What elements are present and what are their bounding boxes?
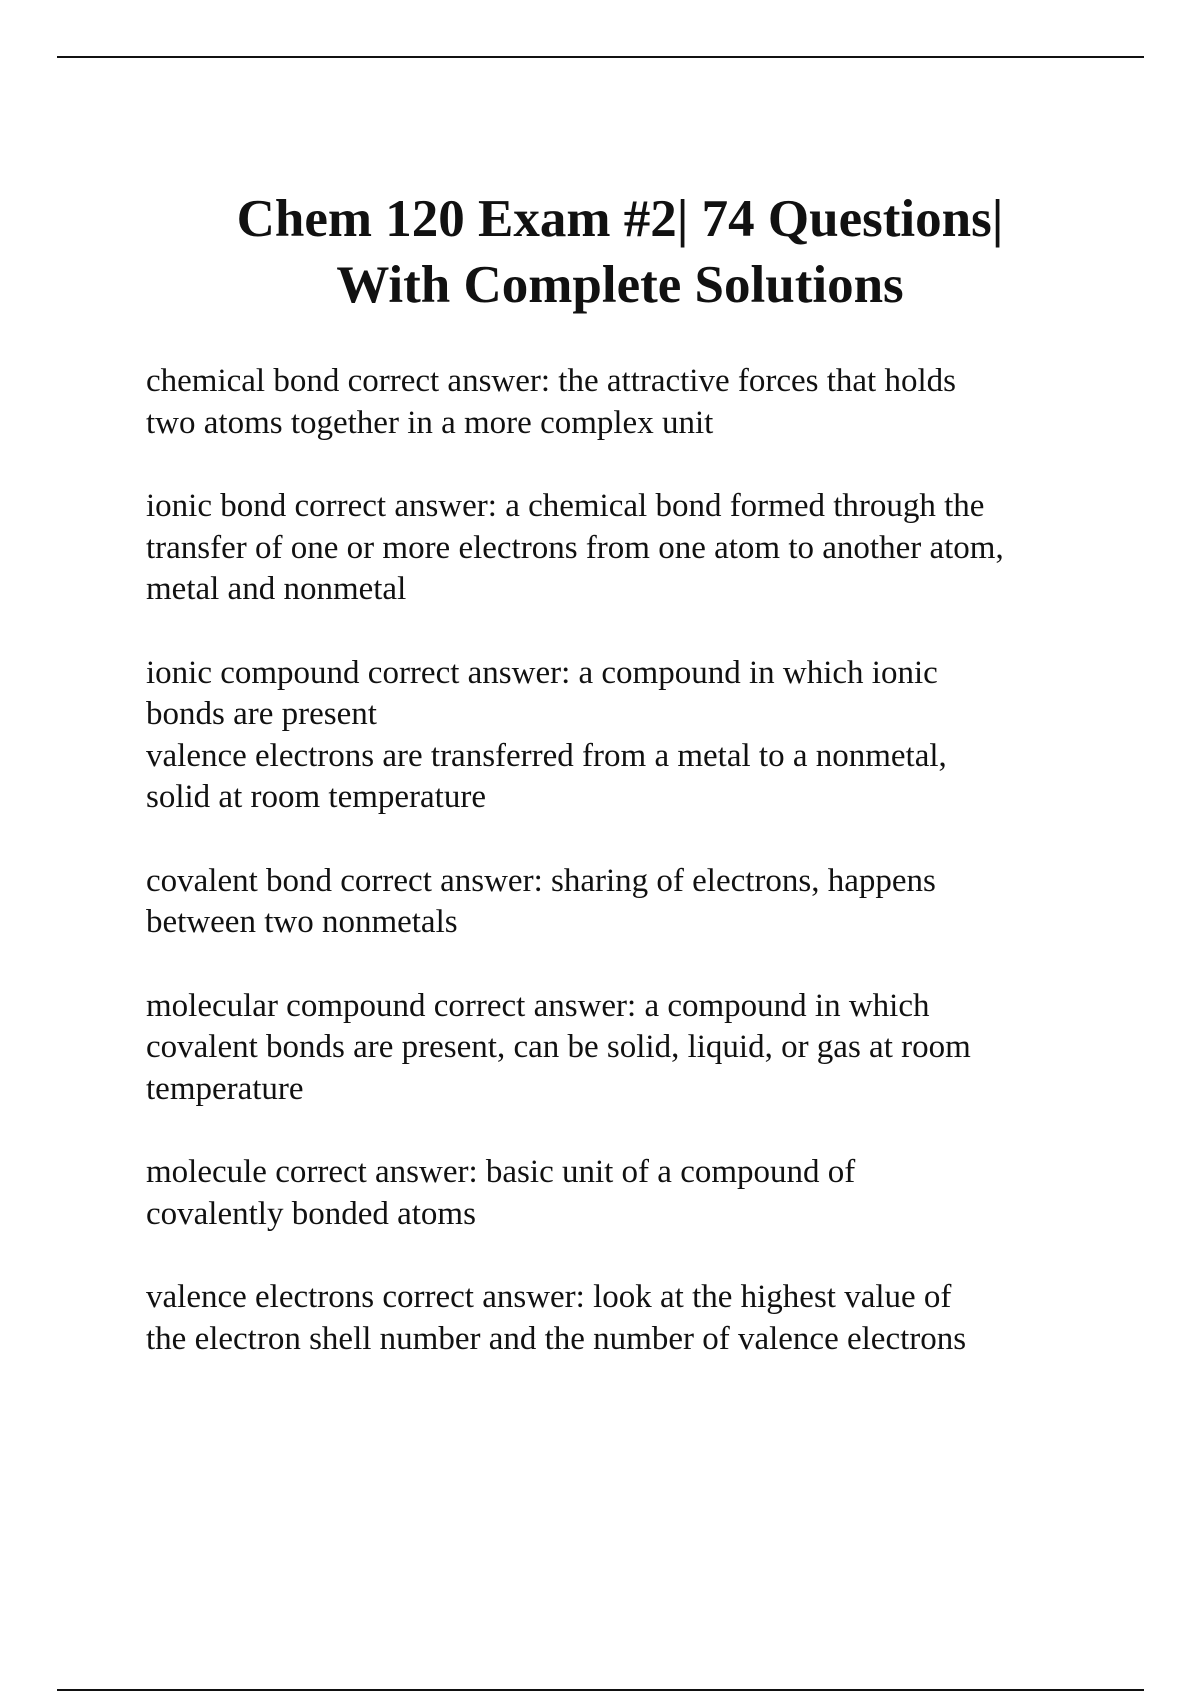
qa-entry-valence-electrons [146, 1277, 1146, 1360]
qa-entry-molecule [146, 1152, 1146, 1235]
page-title [120, 186, 1120, 318]
qa-line: valence electrons are transferred from a metal to a nonmetal, [146, 737, 947, 774]
qa-line: temperature [146, 1070, 304, 1107]
qa-line: covalent bonds are present, can be solid, liquid, or gas at room [146, 1029, 971, 1065]
qa-list [146, 361, 1146, 1402]
title-line: Chem 120 Exam #2| 74 Questions| [236, 190, 1004, 248]
footer-rule [57, 1689, 1144, 1691]
qa-line: ionic compound correct answer: a compound in which ionic [146, 654, 938, 691]
qa-line: metal and nonmetal [146, 571, 407, 607]
title-line: With Complete Solutions [336, 256, 904, 314]
qa-entry-ionic-compound [146, 653, 1146, 819]
qa-line: covalent bond correct answer: sharing of electrons, happens [146, 862, 936, 899]
qa-line: ionic bond correct answer: a chemical bond formed through the [146, 488, 985, 524]
qa-line: between two nonmetals [146, 904, 458, 940]
qa-line: the electron shell number and the number of valence electrons [146, 1320, 967, 1357]
qa-line: bonds are present [146, 696, 377, 732]
qa-entry-ionic-bond [146, 486, 1146, 611]
header-rule [57, 56, 1144, 58]
qa-entry-chemical-bond [146, 361, 1146, 444]
qa-entry-covalent-bond [146, 861, 1146, 944]
qa-line: transfer of one or more electrons from one atom to another atom, [146, 529, 1004, 566]
qa-line: chemical bond correct answer: the attractive forces that holds [146, 363, 956, 399]
qa-line: solid at room temperature [146, 779, 486, 815]
qa-entry-molecular-compound [146, 986, 1146, 1111]
qa-line: covalently bonded atoms [146, 1195, 476, 1232]
qa-line: valence electrons correct answer: look at the highest value of [146, 1279, 952, 1315]
qa-line: molecule correct answer: basic unit of a compound of [146, 1154, 856, 1190]
qa-line: two atoms together in a more complex unit [146, 404, 714, 441]
qa-line: molecular compound correct answer: a compound in which [146, 987, 930, 1024]
